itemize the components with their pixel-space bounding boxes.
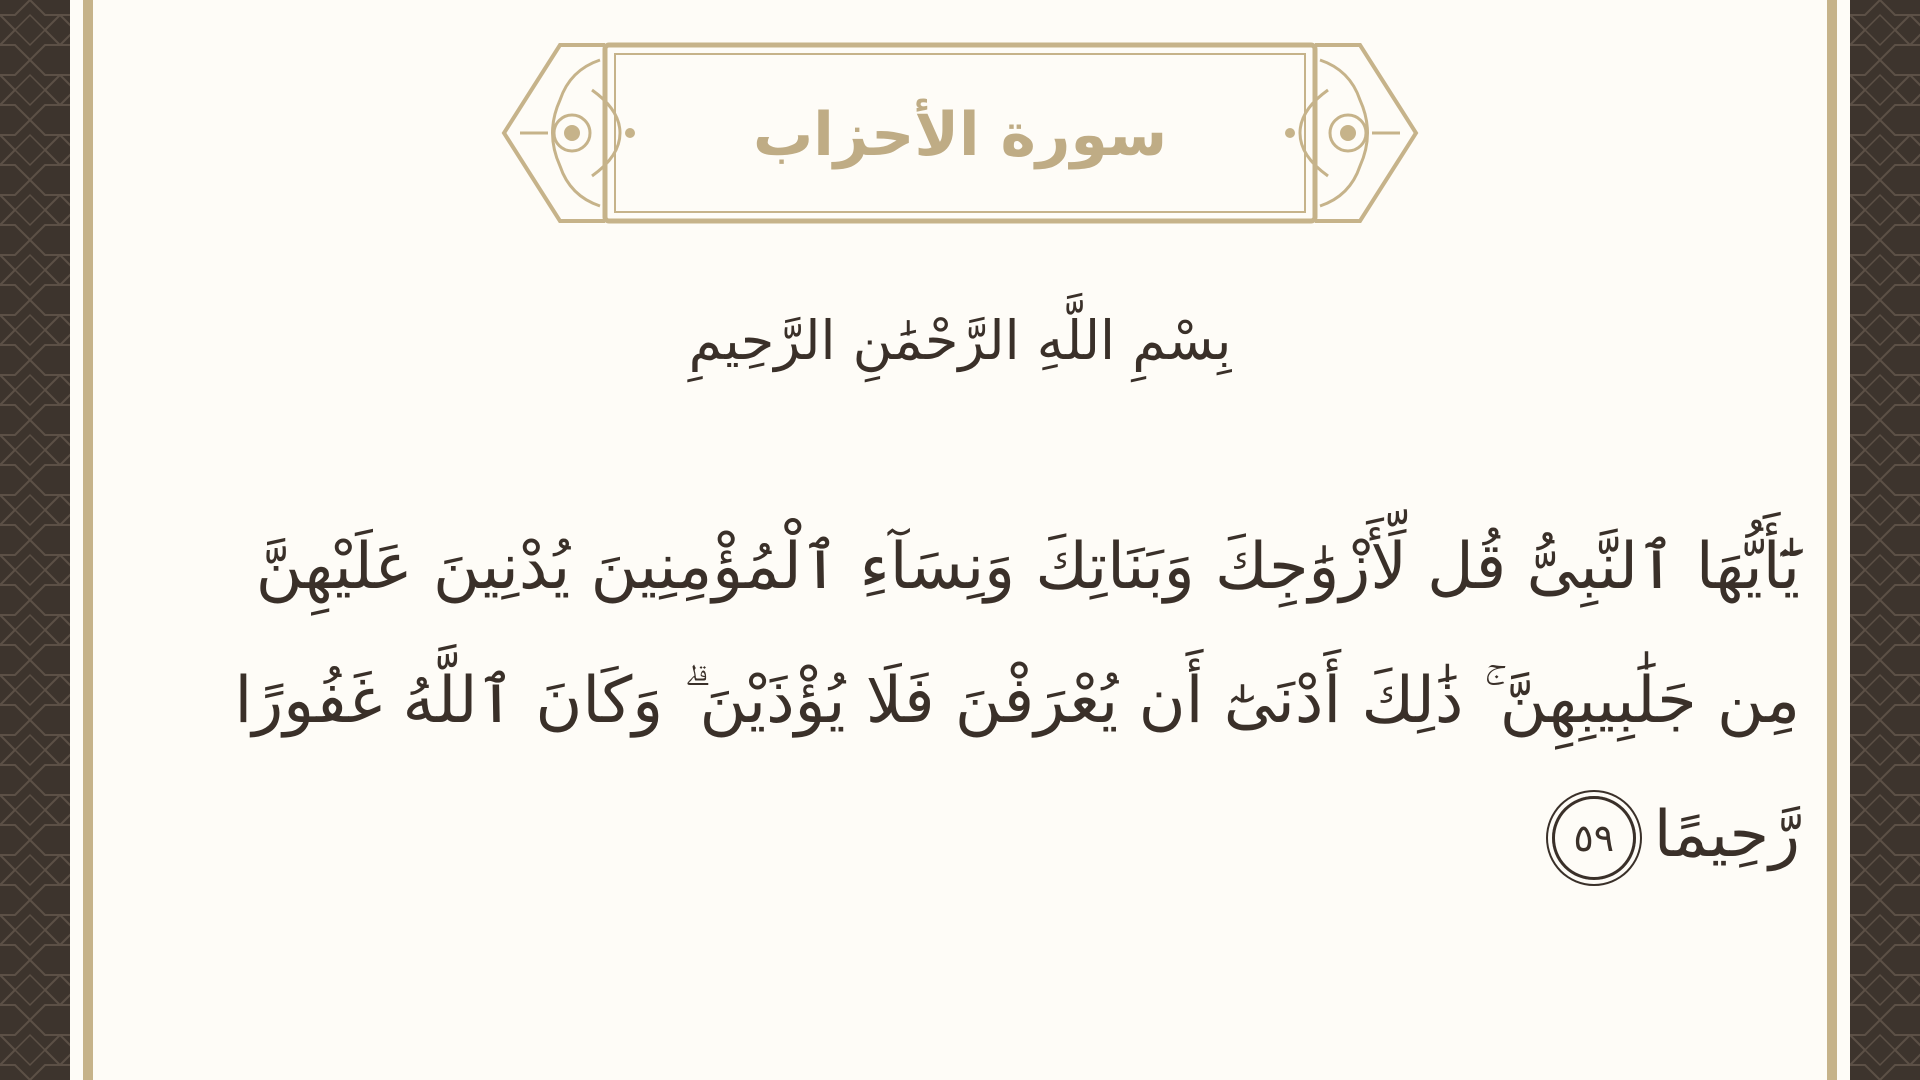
ayah-number-marker: ٥٩ <box>1552 796 1636 880</box>
left-gold-line <box>83 0 93 1080</box>
verse-line-3 <box>260 768 1800 902</box>
left-ornamental-border <box>0 0 70 1080</box>
right-ornamental-border <box>1850 0 1920 1080</box>
verse-line-2: مِن جَلَٰبِيبِهِنَّ ۚ ذَٰلِكَ أَدْنَىٰٓ أَن يُعْرَفْنَ فَلَا يُؤْذَيْنَ ۗ وَكَانَ ٱللَّهُ غَفُورًا <box>234 664 1800 738</box>
surah-title: سورة الأحزاب <box>752 100 1168 170</box>
surah-title-banner <box>500 40 1420 230</box>
verse-text <box>234 500 1800 902</box>
basmala: بِسْمِ اللَّهِ الرَّحْمَٰنِ الرَّحِيمِ <box>688 308 1232 372</box>
right-gold-line <box>1827 0 1837 1080</box>
verse-line-1: يَٰٓأَيُّهَا ٱلنَّبِىُّ قُل لِّأَزْوَٰجِكَ وَبَنَاتِكَ وَنِسَآءِ ٱلْمُؤْمِنِينَ يُدْنِينَ عَلَيْهِنَّ <box>255 530 1800 604</box>
verse-line-3-text: رَّحِيمًا <box>1653 798 1800 872</box>
